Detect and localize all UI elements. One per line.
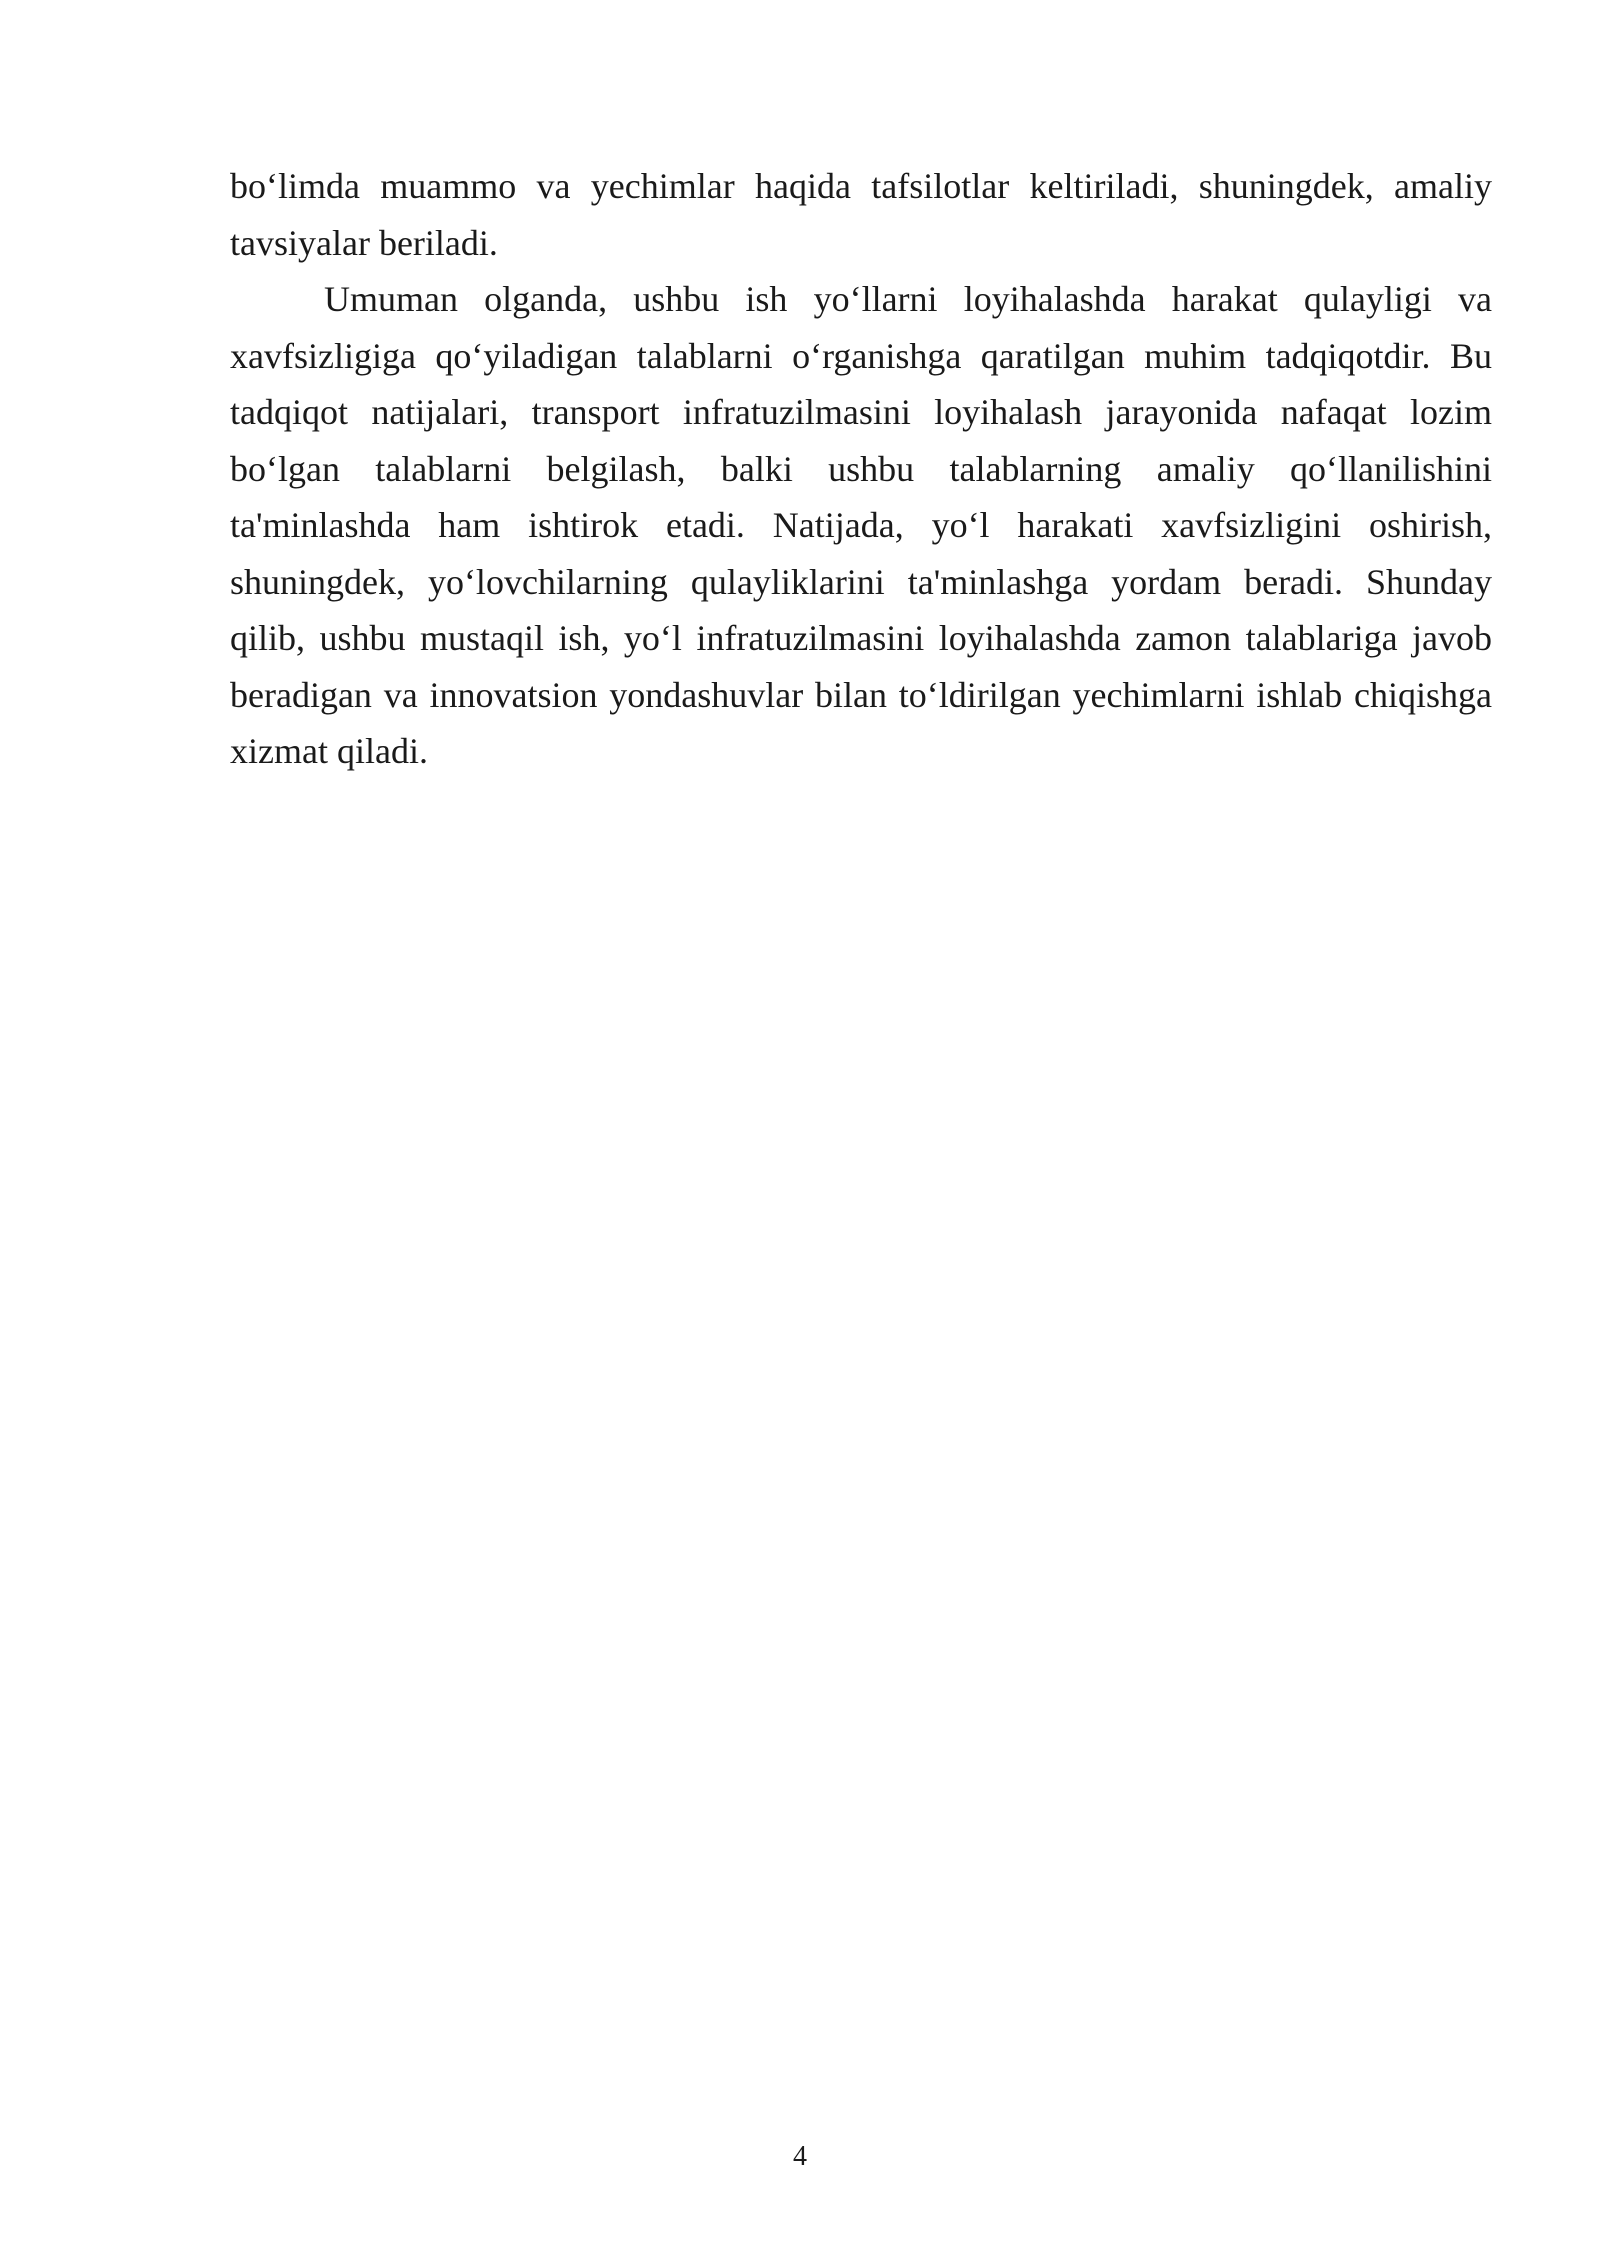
paragraph-continuation: bo‘limda muammo va yechimlar haqida tafsilotlar keltiriladi, shuningdek, amaliy tavsiyalar beriladi. (230, 166, 1492, 263)
body-text (230, 158, 1492, 780)
paragraph-conclusion: Umuman olganda, ushbu ish yo‘llarni loyihalashda harakat qulayligi va xavfsizligiga qo‘yiladigan talablarni o‘rganishga qaratilgan muhim tadqiqotdir. Bu tadqiqot natijalari, transport infratuzilmasini loyihalash jarayonida nafaqat lozim bo‘lgan talablarni belgilash, balki ushbu talablarning amaliy qo‘llanilishini ta'minlashda ham ishtirok etadi. Natijada, yo‘l harakati xavfsizligini oshirish, shuningdek, yo‘lovchilarning qulayliklarini ta'minlashga yordam beradi. Shunday qilib, ushbu mustaqil ish, yo‘l infratuzilmasini loyihalashda zamon talablariga javob beradigan va innovatsion yondashuvlar bilan to‘ldirilgan yechimlarni ishlab chiqishga xizmat qiladi. (230, 279, 1492, 771)
page-number: 4 (793, 2141, 807, 2172)
